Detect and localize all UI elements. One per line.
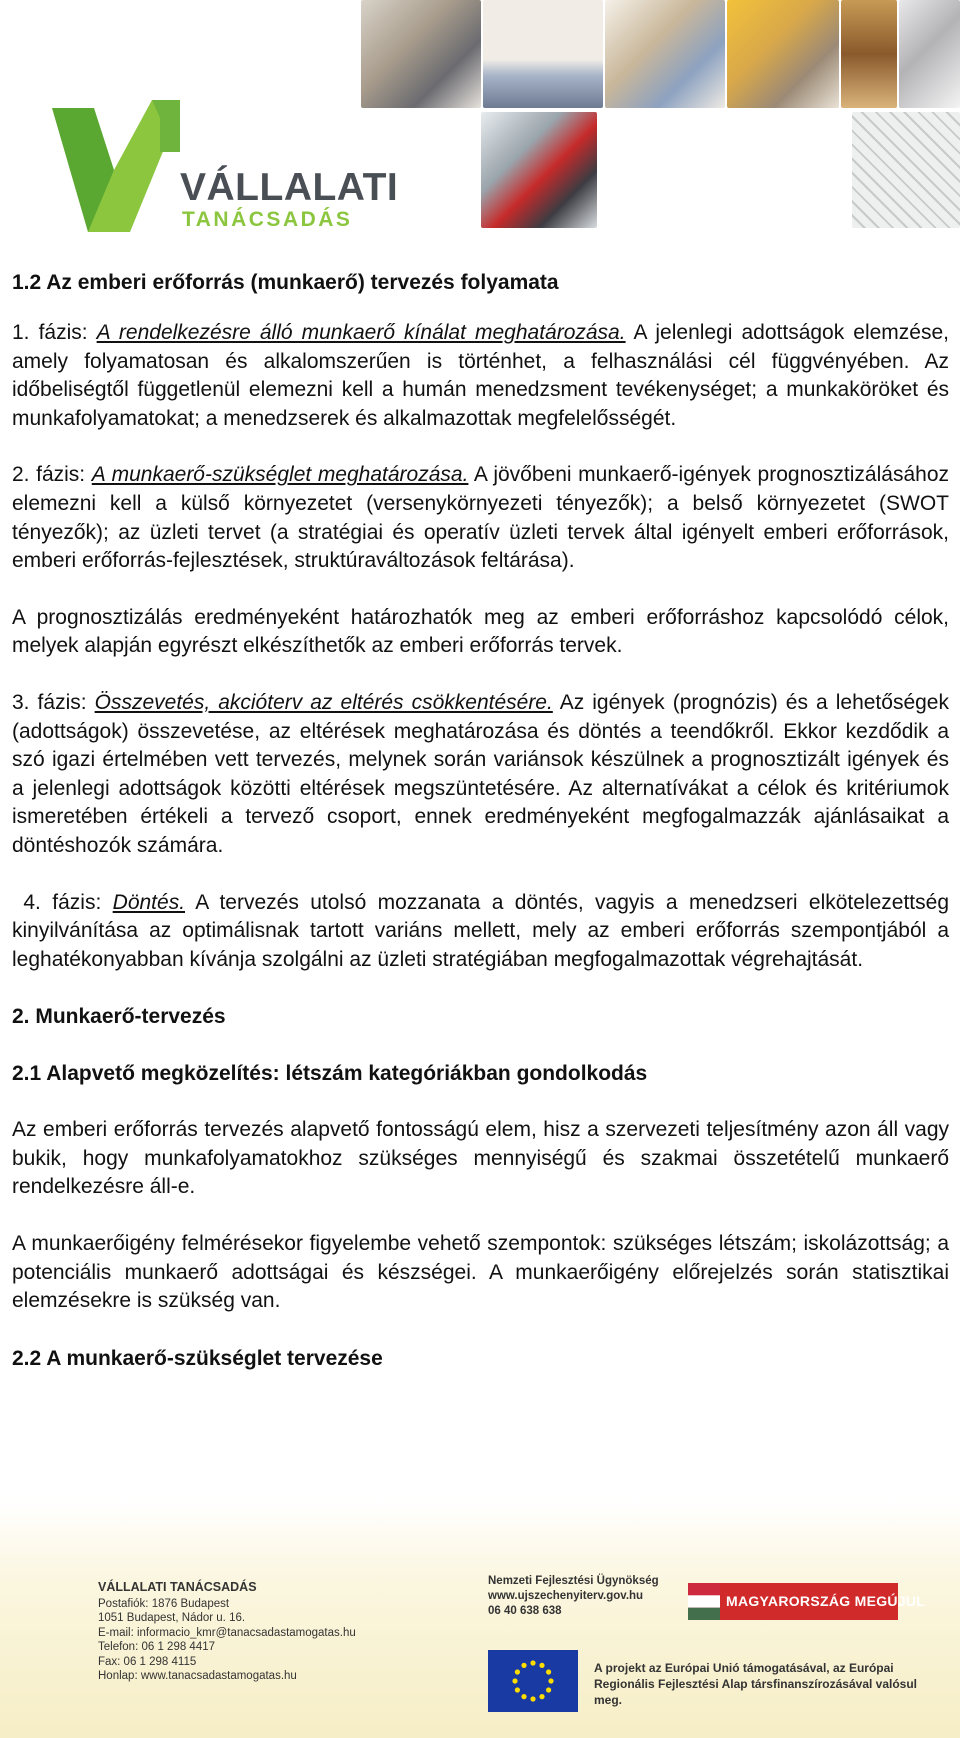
address-line: Postafiók: 1876 Budapest <box>98 1597 230 1610</box>
paragraph-phase-1 <box>12 319 949 433</box>
section-heading-2-2: 2.2 A munkaerő-szükséglet tervezése <box>12 1346 383 1370</box>
email-line: E-mail: informacio_kmr@tanacsadastamogatas.hu <box>98 1626 356 1639</box>
footer-org-name: VÁLLALATI TANÁCSADÁS <box>98 1580 257 1594</box>
paragraph-forecast-result: A prognosztizálás eredményeként határozhatók meg az emberi erőforráshoz kapcsolódó célok, melyek alapján egyrészt elkészíthetők az emberi erőforrás tervek. <box>12 605 949 658</box>
section-heading-2-1: 2.1 Alapvető megközelítés: létszám kategóriákban gondolkodás <box>12 1062 648 1086</box>
phase-2-title: A munkaerő-szükséglet meghatározása. <box>91 463 469 487</box>
logo-wordmark-secondary: TANÁCSADÁS <box>182 208 353 231</box>
photo-students <box>605 0 725 108</box>
phase-2-text: A jövőbeni munkaerő-igények prognosztizálásához elemezni kell a külső környezetet (versenykörnyezeti tényezők); a belső környezetet (SWOT tényezők); az üzleti tervet (a stratégiai és operatív üzleti tervek által igényelt emberi erőforrások, emberi erőforrás-fejlesztések, struktúraváltozások feltárása). <box>12 463 949 573</box>
page-footer <box>0 1500 960 1738</box>
eu-funding-statement: A projekt az Európai Unió támogatásával, az Európai Regionális Fejlesztési Alap társfinanszírozásával valósul meg. <box>594 1661 918 1707</box>
logo-wordmark-primary: VÁLLALATI <box>180 166 399 209</box>
vallalati-tanacsadas-logo <box>52 100 399 240</box>
agency-info <box>488 1574 678 1619</box>
banner-text: MAGYARORSZÁG MEGÚJUL <box>726 1593 926 1609</box>
eu-flag-icon <box>488 1650 578 1712</box>
paragraph-workforce-needs: A munkaerőigény felmérésekor figyelembe vehető szempontok: szükséges létszám; iskolázottság; a potenciális munkaerő adottságai és készségei. A munkaerőigény előrejelzés során statisztikai elemzésekre is szükség van. <box>12 1232 949 1313</box>
phase-2-label: 2. fázis: <box>12 463 92 487</box>
address-line: 1051 Budapest, Nádor u. 16. <box>98 1612 246 1624</box>
hungarian-flag-icon <box>688 1583 720 1620</box>
header-photo-collage <box>355 0 960 232</box>
photo-engineering-drawing <box>852 112 960 228</box>
paragraph-phase-3 <box>12 689 949 861</box>
phase-3-text: Az igények (prognózis) és a lehetőségek (adottságok) összevetése, az eltérések meghatározása és döntés a teendőkről. Ekkor kezdődik a szó igazi értelmében vett tervezés, melynek során variánsok készülnek a prognosztizált igények és a jelenlegi adottságok közötti eltérések megszüntetésére. Az alternatívákat a célok és kritériumok ismeretében értékeli a tervező csoport, ennek eredményeként megfogalmazzák ajánlásaikat a döntéshozók számára. <box>12 690 949 857</box>
paragraph-phase-4 <box>12 889 949 975</box>
agency-website: www.ujszechenyiterv.gov.hu <box>488 1590 644 1602</box>
phase-3-title: Összevetés, akcióterv az eltérés csökkentésére. <box>94 690 553 714</box>
phase-1-label: 1. fázis: <box>12 321 97 344</box>
document-body <box>12 268 949 1373</box>
section-heading-2: 2. Munkaerő-tervezés <box>12 1005 226 1029</box>
phase-1-title: A rendelkezésre álló munkaerő kínálat meghatározása. <box>96 321 626 344</box>
website-line: Honlap: www.tanacsadastamogatas.hu <box>98 1670 297 1682</box>
photo-business-meeting <box>361 0 481 108</box>
phase-1-text: A jelenlegi adottságok elemzése, amely folyamatosan és alkalomszerűen is történhet, a felhasználási cél függvényében. Az időbeliségtől függetlenül elemezni kell a humán menedzsment tevékenységet; a munkaköröket és munkafolyamatokat; a menedzserek és alkalmazottak megfelelősségét. <box>12 321 949 430</box>
eu-stars-icon <box>488 1650 578 1712</box>
phase-4-title: Döntés. <box>112 890 186 914</box>
agency-name: Nemzeti Fejlesztési Ügynökség <box>488 1575 659 1587</box>
photo-construction-workers <box>727 0 839 108</box>
phase-3-label: 3. fázis: <box>12 690 95 714</box>
paragraph-phase-2 <box>12 461 949 575</box>
v-logo-icon <box>52 100 192 232</box>
section-heading-1-2: 1.2 Az emberi erőforrás (munkaerő) tervezés folyamata <box>12 271 559 294</box>
phase-4-text: A tervezés utolsó mozzanata a döntés, vagyis a menedzseri elkötelezettség kinyilvánítása az optimálisnak tartott variáns mellett, mely az emberi erőforrás szempontjából a leghatékonyabban kívánja szolgálni az üzleti stratégiában megfogalmazottak végrehajtását. <box>12 890 949 971</box>
photo-industrial-worker <box>481 112 597 228</box>
agency-phone: 06 40 638 638 <box>488 1605 562 1617</box>
photo-salon-chairs <box>841 0 897 108</box>
phone-line: Telefon: 06 1 298 4417 <box>98 1641 216 1653</box>
photo-books <box>483 0 603 108</box>
hungary-renews-banner <box>688 1583 926 1620</box>
page-header <box>0 0 960 240</box>
fax-line: Fax: 06 1 298 4115 <box>98 1655 197 1668</box>
photo-microscope-scientist <box>899 0 960 108</box>
contact-address-block <box>98 1580 356 1684</box>
phase-4-label: 4. fázis: <box>12 890 113 914</box>
paragraph-hr-planning: Az emberi erőforrás tervezés alapvető fontosságú elem, hisz a szervezeti teljesítmény azon áll vagy bukik, hogy munkafolyamatokhoz szükséges mennyiségű és szakmai összetételű munkaerő rendelkezésre áll-e. <box>12 1118 949 1199</box>
